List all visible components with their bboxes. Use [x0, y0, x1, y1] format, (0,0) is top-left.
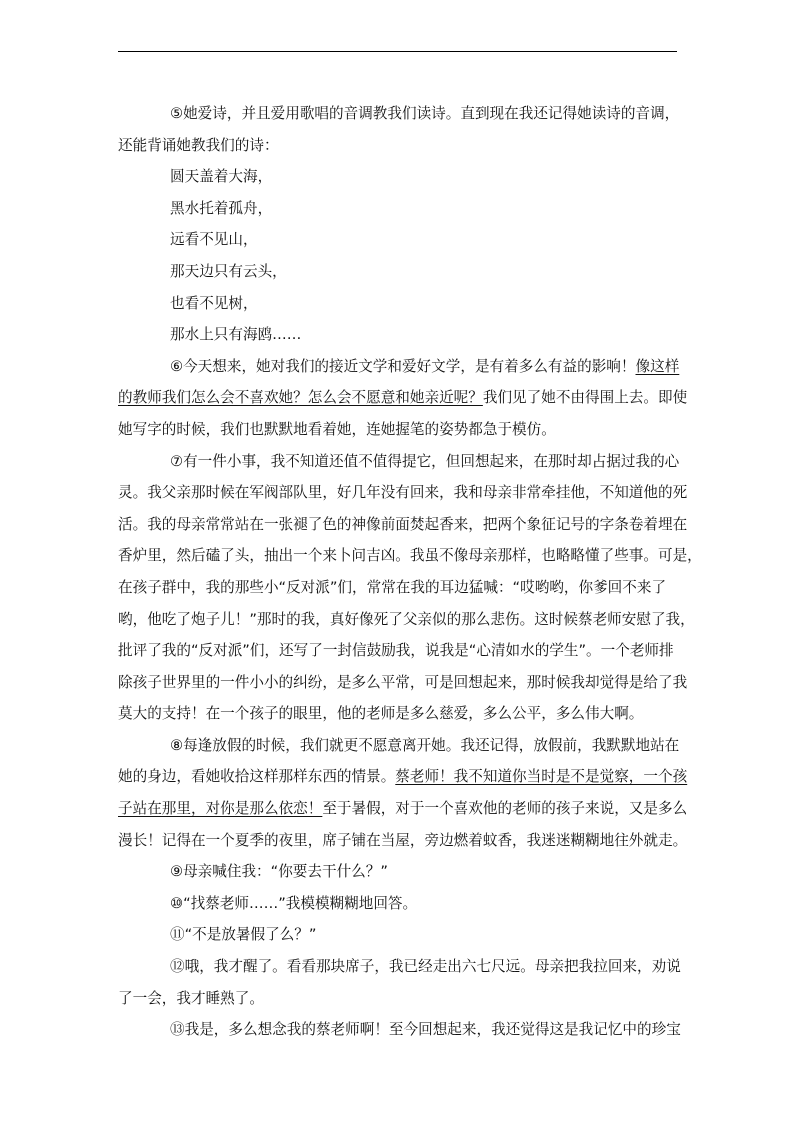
paragraph-7-line-1: ⑦有一件小事，我不知道还值不值得提它，但回想起来，在那时却占据过我的心: [170, 452, 680, 470]
paragraph-5-line-1: ⑤她爱诗，并且爱用歌唱的音调教我们读诗。直到现在我还记得她读诗的音调，: [170, 105, 680, 122]
paragraph-6-text: 我们见了她不由得围上去。即使: [482, 389, 688, 407]
paragraph-7-line-2: 灵。我父亲那时候在军阀部队里，好几年没有回来，我和母亲非常牵挂他，不知道他的死: [118, 484, 688, 502]
paragraph-8-line-4: 漫长！记得在一个夏季的夜里，席子铺在当屋，旁边燃着蚊香，我迷迷糊糊地往外就走。: [118, 831, 688, 849]
paragraph-7-line-5: 在孩子群中，我的那些小“反对派”们，常常在我的耳边猛喊：“哎哟哟，你爹回不来了: [118, 578, 667, 596]
paragraph-10: ⑩“找蔡老师……”我模模糊糊地回答。: [170, 894, 418, 912]
paragraph-8-line-2: [118, 761, 688, 793]
paragraph-7-line-6: 哟，他吃了炮子儿！”那时的我，真好像死了父亲似的那么悲伤。这时候蔡老师安慰了我，: [118, 610, 695, 628]
poem-line-6: 那水上只有海鸥……: [170, 326, 302, 344]
paragraph-6-underlined: 的教师我们怎么会不喜欢她？怎么会不愿意和她亲近呢？: [118, 389, 483, 407]
paragraph-5-line-2: 还能背诵她教我们的诗：: [118, 136, 279, 154]
paragraph-7-line-4: 香炉里，然后磕了头，抽出一个来卜问吉凶。我虽不像母亲那样，也略略懂了些事。可是，: [118, 547, 702, 565]
poem-line-2: 黑水托着孤舟，: [170, 199, 273, 217]
paragraph-13-line-1: ⑬我是，多么想念我的蔡老师啊！至今回想起来，我还觉得这是我记忆中的珍宝: [170, 1021, 681, 1039]
paragraph-8-text: 至于暑假，对于一个喜欢他的老师的孩子来说，又是多么: [322, 800, 688, 818]
paragraph-8-underlined: 蔡老师！我不知道你当时是不是觉察，一个孩: [395, 768, 688, 786]
paragraph-11: ⑪“不是放暑假了么？”: [170, 926, 317, 944]
paragraph-7-line-8: 除孩子世界里的一件小小的纠纷，是多么平常，可是回想起来，那时候我却觉得是给了我: [118, 673, 688, 691]
paragraph-6-underlined: 像这样: [635, 357, 680, 375]
paragraph-8-underlined: 子站在那里，对你是那么依恋！: [118, 800, 323, 818]
paragraph-9: ⑨母亲喊住我：“你要去干什么？”: [170, 863, 388, 881]
paragraph-6-text: ⑥今天想来，她对我们的接近文学和爱好文学，是有着多么有益的影响！: [170, 357, 636, 375]
paragraph-6-line-1: [118, 351, 680, 383]
paragraph-8-text: 她的身边，看她收拾这样那样东西的情景。: [118, 768, 396, 786]
paragraph-6-line-2: [118, 382, 688, 414]
paragraph-12-line-2: 了一会，我才睡熟了。: [118, 989, 264, 1007]
paragraph-7-line-7: 批评了我的“反对派”们，还写了一封信鼓励我，说我是“心清如水的学生”。一个老师排: [118, 642, 674, 660]
poem-line-5: 也看不见树，: [170, 294, 258, 312]
poem-line-1: 圆天盖着大海，: [170, 168, 273, 186]
header-rule: [118, 51, 677, 52]
poem-line-3: 远看不见山，: [170, 231, 258, 249]
paragraph-8-line-1: ⑧每逢放假的时候，我们就更不愿意离开她。我还记得，放假前，我默默地站在: [170, 736, 680, 754]
paragraph-12-line-1: ⑫哦，我才醒了。看看那块席子，我已经走出六七尺远。母亲把我拉回来，劝说: [170, 958, 681, 976]
paragraph-7-line-3: 活。我的母亲常常站在一张褪了色的神像前面焚起香来，把两个象征记号的字条卷着埋在: [118, 515, 688, 533]
poem-line-4: 那天边只有云头，: [170, 262, 287, 280]
paragraph-7-line-9: 莫大的支持！在一个孩子的眼里，他的老师是多么慈爱，多么公平，多么伟大啊。: [118, 705, 644, 723]
paragraph-8-line-3: [118, 793, 688, 825]
document-body: [118, 98, 702, 1046]
paragraph-6-line-3: 她写字的时候，我们也默默地看着她，连她握笔的姿势都急于模仿。: [118, 420, 556, 438]
